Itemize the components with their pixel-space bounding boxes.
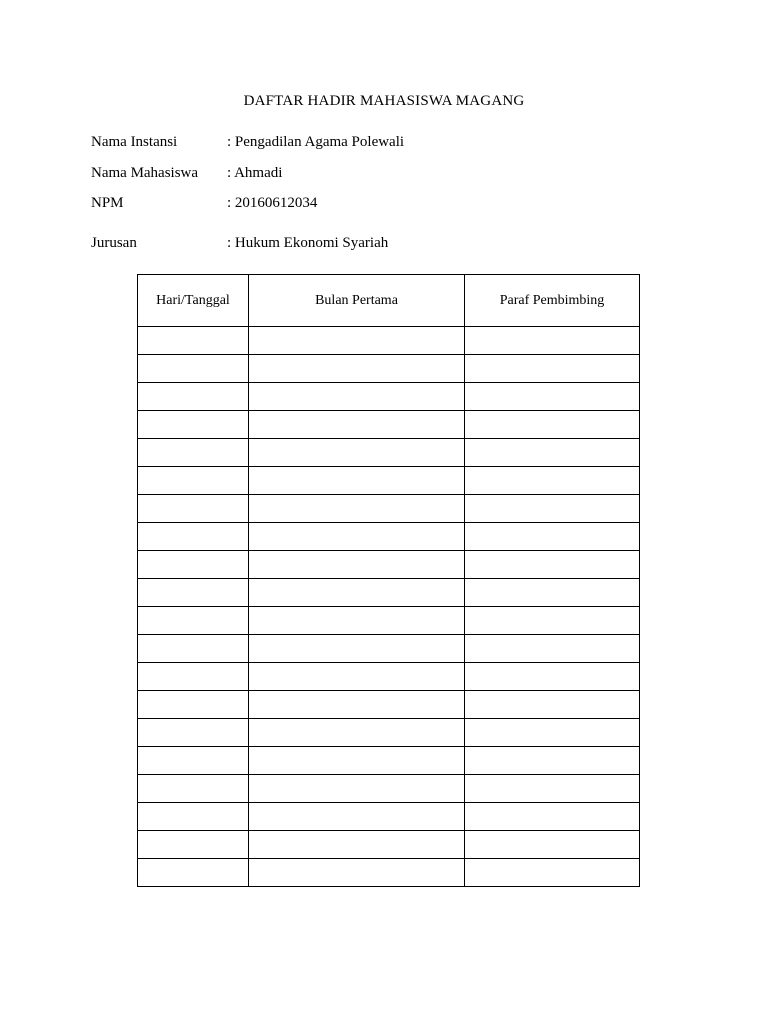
field-nama-instansi: [91, 134, 404, 151]
table-cell: [465, 355, 640, 383]
table-cell: [138, 467, 249, 495]
table-cell: [465, 635, 640, 663]
table-row: [138, 803, 640, 831]
table-cell: [249, 831, 465, 859]
table-cell: [138, 607, 249, 635]
table-row: [138, 719, 640, 747]
table-cell: [138, 859, 249, 887]
table-row: [138, 691, 640, 719]
table-cell: [249, 327, 465, 355]
table-cell: [249, 439, 465, 467]
table-cell: [249, 355, 465, 383]
table-row: [138, 607, 640, 635]
table-cell: [249, 719, 465, 747]
table-cell: [249, 663, 465, 691]
field-npm: [91, 195, 317, 212]
table-cell: [138, 579, 249, 607]
table-cell: [465, 467, 640, 495]
field-value: : 20160612034: [227, 195, 318, 211]
table-row: [138, 411, 640, 439]
table-header-row: [138, 275, 640, 327]
table-cell: [249, 551, 465, 579]
table-cell: [249, 859, 465, 887]
table-cell: [465, 803, 640, 831]
table-cell: [465, 327, 640, 355]
table-row: [138, 523, 640, 551]
table-cell: [249, 607, 465, 635]
table-cell: [249, 635, 465, 663]
table-cell: [465, 859, 640, 887]
table-cell: [249, 775, 465, 803]
table-cell: [138, 803, 249, 831]
table-cell: [138, 691, 249, 719]
table-cell: [138, 747, 249, 775]
table-cell: [249, 383, 465, 411]
table-cell: [465, 719, 640, 747]
table-cell: [249, 523, 465, 551]
table-cell: [138, 439, 249, 467]
table-cell: [465, 523, 640, 551]
table-cell: [138, 383, 249, 411]
table-row: [138, 327, 640, 355]
table-row: [138, 663, 640, 691]
table-cell: [138, 327, 249, 355]
field-value: : Hukum Ekonomi Syariah: [227, 235, 389, 251]
table-row: [138, 551, 640, 579]
table-cell: [465, 579, 640, 607]
table-cell: [138, 355, 249, 383]
field-value: : Pengadilan Agama Polewali: [227, 134, 405, 150]
field-label: NPM: [91, 195, 124, 211]
table-cell: [465, 831, 640, 859]
table-cell: [465, 495, 640, 523]
table-row: [138, 355, 640, 383]
document-title: DAFTAR HADIR MAHASISWA MAGANG: [243, 93, 525, 109]
table-row: [138, 467, 640, 495]
table-body: [138, 327, 640, 887]
table-cell: [249, 747, 465, 775]
table-cell: [465, 551, 640, 579]
table-cell: [138, 411, 249, 439]
table-cell: [138, 831, 249, 859]
field-jurusan: [91, 235, 388, 252]
table-row: [138, 831, 640, 859]
field-label: Nama Mahasiswa: [91, 165, 199, 181]
table-row: [138, 635, 640, 663]
table-row: [138, 747, 640, 775]
table-cell: [249, 495, 465, 523]
attendance-table: [137, 274, 640, 887]
table-cell: [465, 747, 640, 775]
table-row: [138, 775, 640, 803]
table-cell: [465, 439, 640, 467]
table-cell: [138, 775, 249, 803]
table-cell: [249, 803, 465, 831]
table-cell: [249, 467, 465, 495]
table-cell: [249, 691, 465, 719]
field-label: Nama Instansi: [91, 134, 178, 150]
table-cell: [138, 523, 249, 551]
table-cell: [138, 663, 249, 691]
table-cell: [465, 411, 640, 439]
table-row: [138, 495, 640, 523]
table-cell: [465, 607, 640, 635]
table-row: [138, 579, 640, 607]
table-cell: [249, 579, 465, 607]
table-cell: [465, 691, 640, 719]
table-cell: [138, 495, 249, 523]
table-row: [138, 383, 640, 411]
table-row: [138, 859, 640, 887]
header-paraf-pembimbing: Paraf Pembimbing: [465, 275, 640, 327]
table-cell: [138, 551, 249, 579]
field-nama-mahasiswa: [91, 165, 282, 182]
table-cell: [465, 663, 640, 691]
field-label: Jurusan: [91, 235, 137, 251]
table-cell: [465, 775, 640, 803]
table-cell: [138, 635, 249, 663]
header-hari-tanggal: Hari/Tanggal: [138, 275, 249, 327]
table-cell: [138, 719, 249, 747]
field-value: : Ahmadi: [227, 165, 283, 181]
table-cell: [249, 411, 465, 439]
table-cell: [465, 383, 640, 411]
header-bulan-pertama: Bulan Pertama: [249, 275, 465, 327]
table-row: [138, 439, 640, 467]
